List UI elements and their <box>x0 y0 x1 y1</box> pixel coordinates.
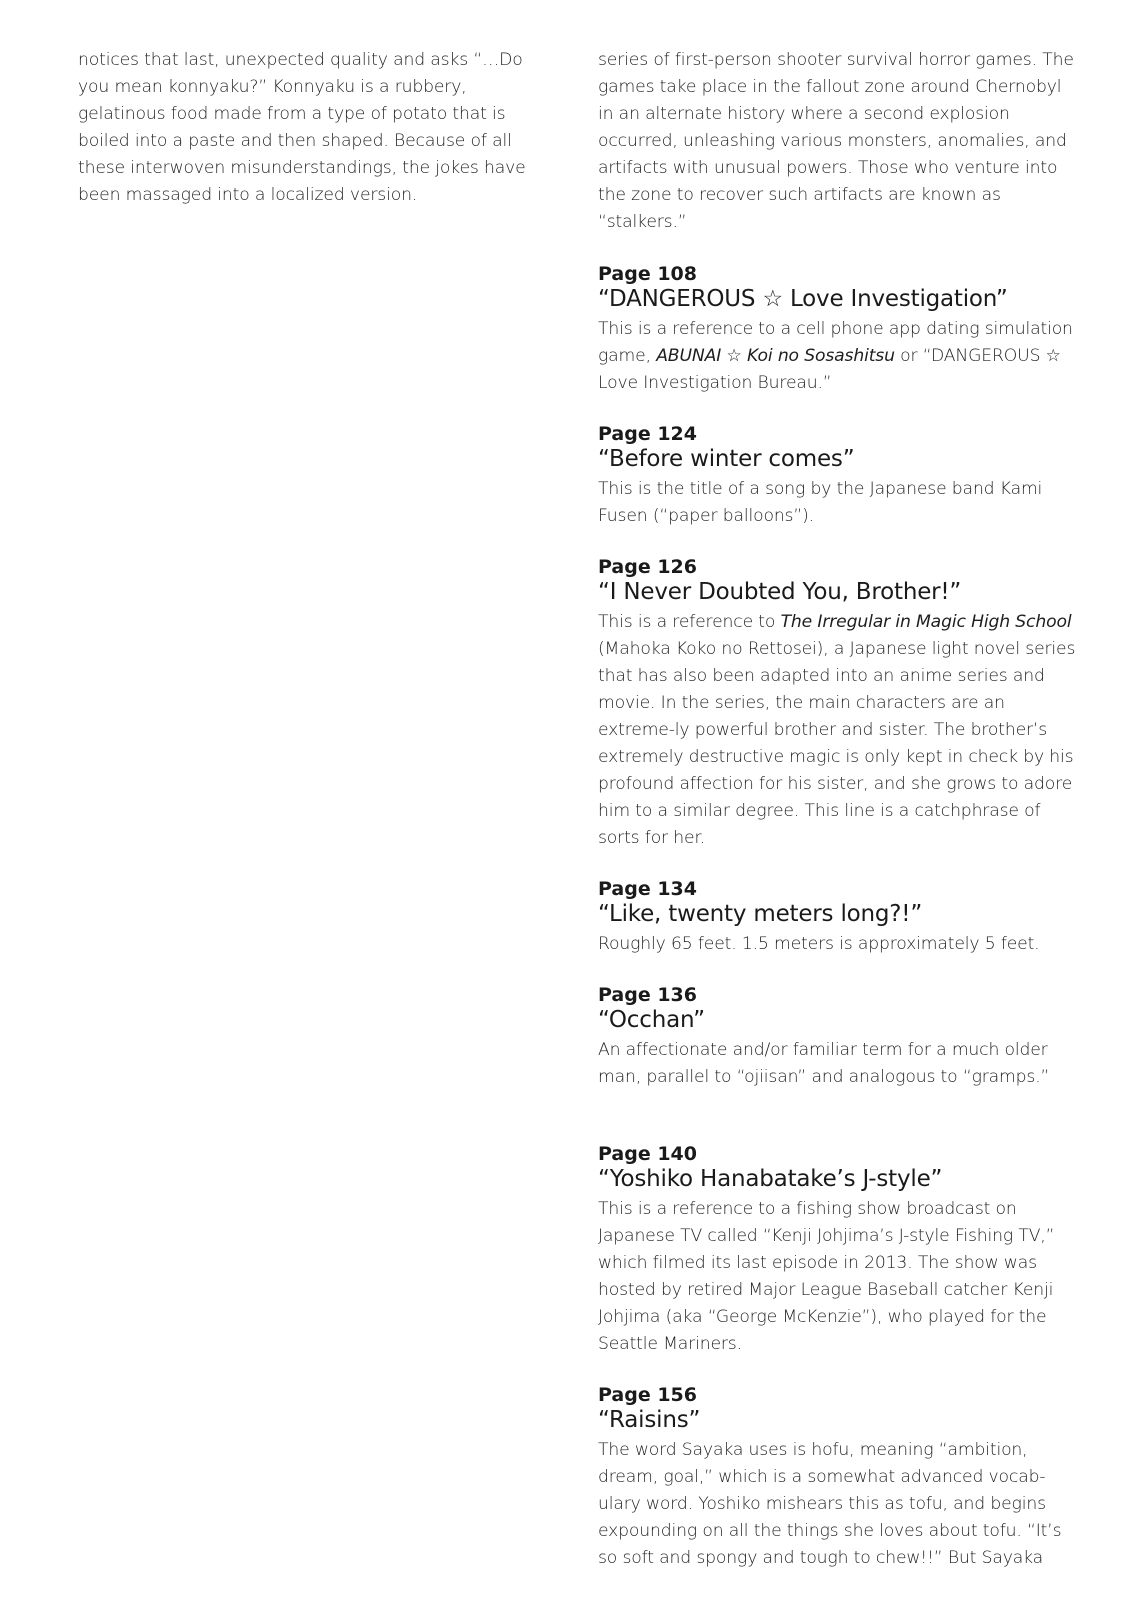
note-page-140 <box>598 1143 1078 1358</box>
right-column <box>598 47 1078 1572</box>
note-page-136 <box>598 984 1078 1091</box>
note-body-text: or “DANGEROUS ☆ Love Investigation Bureau.” <box>598 346 1061 393</box>
note-title: “I Never Doubted You, Brother!” <box>598 579 962 605</box>
note-body: The word Sayaka uses is hofu, meaning “ambition, dream, goal,” which is a somewhat advanced vocab-ulary word. Yoshiko mishears this as tofu, and begins expounding on all the things she loves about tofu. “It’s so soft and spongy and tough to chew!!” But Sayaka <box>598 1440 1062 1568</box>
note-body-text: (Mahoka Koko no Rettosei), a Japanese light novel series that has also been adapted into an anime series and movie. In the series, the main characters are an extreme-ly powerful brother and sister. The brother’s extremely destructive magic is only kept in check by his profound affection for his sister, and she grows to adore him to a similar degree. This line is a catchphrase of sorts for her. <box>598 639 1076 848</box>
note-page-label: Page 140 <box>598 1143 697 1165</box>
right-intro-paragraph: series of first-person shooter survival horror games. The games take place in the fallout zone around Chernobyl in an alternate history where a second explosion occurred, unleashing various monsters, anomalies, and artifacts with unusual powers. Those who venture into the zone to recover such artifacts are known as “stalkers.” <box>598 50 1074 232</box>
note-page-108 <box>598 263 1078 397</box>
note-page-156 <box>598 1384 1078 1572</box>
note-page-label: Page 156 <box>598 1384 697 1406</box>
note-body-italic: The Irregular in Magic High School <box>780 612 1072 632</box>
note-page-label: Page 124 <box>598 423 697 445</box>
note-page-124 <box>598 423 1078 530</box>
left-paragraph: notices that last, unexpected quality and asks “…Do you mean konnyaku?” Konnyaku is a rubbery, gelatinous food made from a type of potato that is boiled into a paste and then shaped. Because of all these interwoven misunderstandings, the jokes have been massaged into a localized version. <box>78 50 526 205</box>
note-page-label: Page 136 <box>598 984 697 1006</box>
note-page-126 <box>598 556 1078 852</box>
note-title: “Yoshiko Hanabatake’s J-style” <box>598 1166 943 1192</box>
note-title: “Like, twenty meters long?!” <box>598 901 923 927</box>
note-page-label: Page 126 <box>598 556 697 578</box>
note-title: “Raisins” <box>598 1407 701 1433</box>
note-title: “Before winter comes” <box>598 446 855 472</box>
note-body <box>598 316 1078 397</box>
note-page-134 <box>598 878 1078 958</box>
note-body: An affectionate and/or familiar term for a much older man, parallel to “ojiisan” and analogous to “gramps.” <box>598 1040 1050 1087</box>
note-body-italic: ABUNAI ☆ Koi no Sosashitsu <box>656 346 895 366</box>
left-column <box>78 47 548 209</box>
note-title: “Occhan” <box>598 1007 705 1033</box>
note-body-text: This is a reference to a cell phone app dating simulation game, <box>598 319 1073 366</box>
note-title: “DANGEROUS ☆ Love Investigation” <box>598 286 1008 312</box>
note-page-label: Page 108 <box>598 263 697 285</box>
note-body-text: This is a reference to <box>598 612 781 632</box>
note-page-label: Page 134 <box>598 878 697 900</box>
note-body: This is the title of a song by the Japanese band Kami Fusen (“paper balloons”). <box>598 479 1043 526</box>
note-body: Roughly 65 feet. 1.5 meters is approximately 5 feet. <box>598 934 1040 954</box>
note-body: This is a reference to a fishing show broadcast on Japanese TV called “Kenji Johjima’s J-style Fishing TV,” which filmed its last episode in 2013. The show was hosted by retired Major League Baseball catcher Kenji Johjima (aka “George McKenzie”), who played for the Seattle Mariners. <box>598 1199 1055 1354</box>
note-body <box>598 609 1078 852</box>
